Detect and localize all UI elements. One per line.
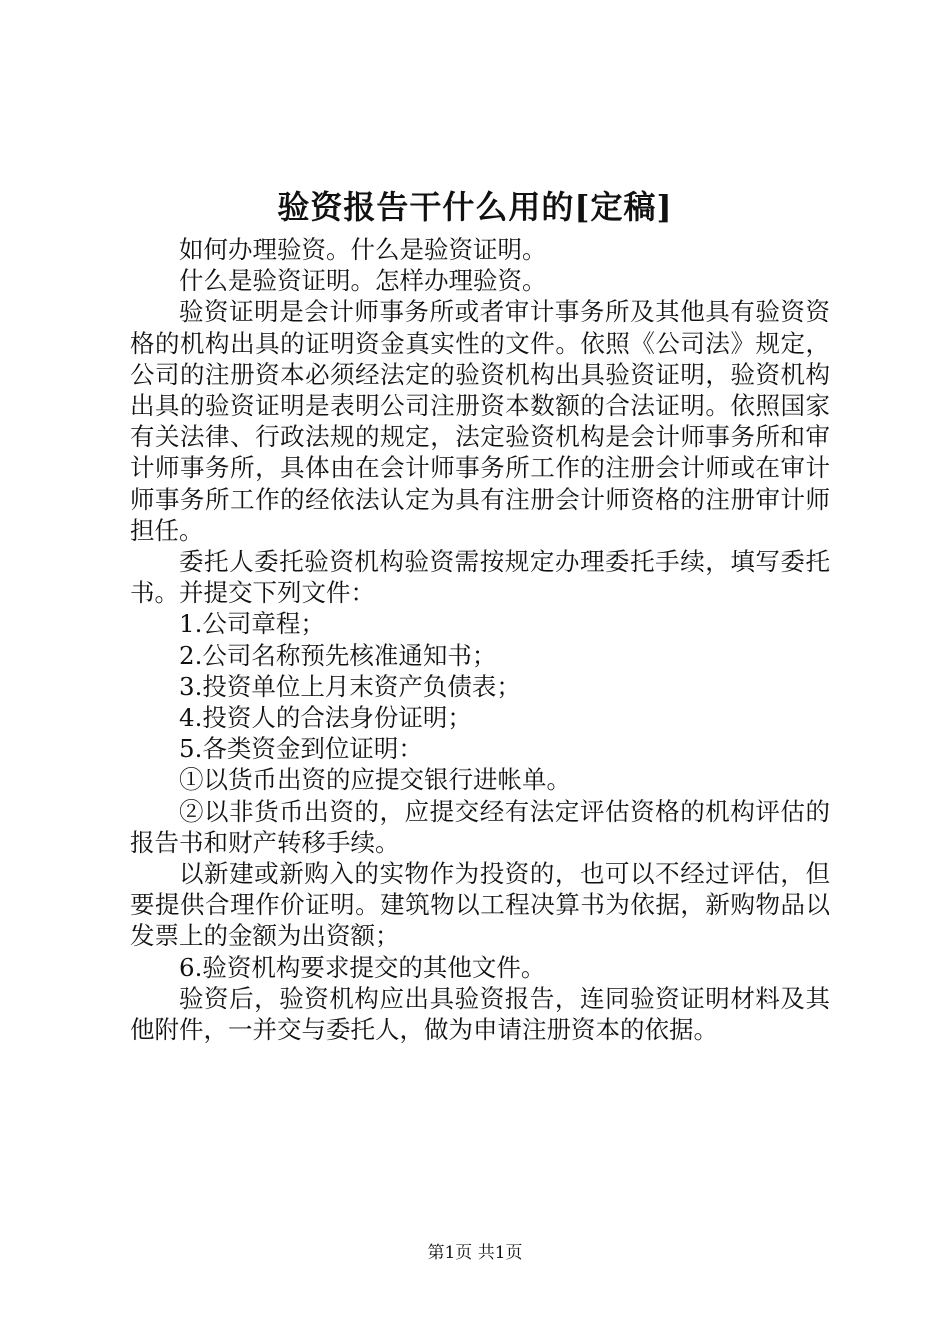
paragraph: 什么是验资证明。怎样办理验资。	[179, 266, 547, 296]
paragraph: 验资后，验资机构应出具验资报告，连同验资证明材料及其他附件，一并交与委托人，做为申请注册资本的依据。	[130, 983, 830, 1045]
paragraph: 如何办理验资。什么是验资证明。	[179, 235, 547, 264]
sub-list-item: ①以货币出资的应提交银行进帐单。	[179, 765, 571, 795]
list-item: 4.投资人的合法身份证明；	[179, 703, 472, 733]
page-footer: 第1页 共1页	[427, 1243, 523, 1263]
document-title: 验资报告干什么用的[定稿]	[277, 188, 673, 226]
document-body	[130, 234, 830, 1045]
paragraph: 验资证明是会计师事务所或者审计事务所及其他具有验资资格的机构出具的证明资金真实性的文件。依照《公司法》规定，公司的注册资本必须经法定的验资机构出具验资证明，验资机构出具的验资证明是表明公司注册资本数额的合法证明。依照国家有关法律、行政法规的规定，法定验资机构是会计师事务所和审计师事务所，具体由在会计师事务所工作的注册会计师或在审计师事务所工作的经依法认定为具有注册会计师资格的注册审计师担任。	[130, 297, 830, 545]
list-item: 3.投资单位上月末资产负债表；	[179, 671, 521, 701]
list-item: 5.各类资金到位证明：	[179, 734, 423, 764]
list-item: 2.公司名称预先核准通知书；	[179, 640, 497, 670]
paragraph: 以新建或新购入的实物作为投资的，也可以不经过评估，但要提供合理作价证明。建筑物以工程决算书为依据，新购物品以发票上的金额为出资额；	[130, 859, 830, 951]
sub-list-item: ②以非货币出资的，应提交经有法定评估资格的机构评估的报告书和财产转移手续。	[130, 796, 830, 857]
paragraph: 委托人委托验资机构验资需按规定办理委托手续，填写委托书。并提交下列文件：	[130, 547, 830, 608]
list-item: 1.公司章程；	[179, 609, 325, 639]
list-item: 6.验资机构要求提交的其他文件。	[179, 952, 546, 982]
